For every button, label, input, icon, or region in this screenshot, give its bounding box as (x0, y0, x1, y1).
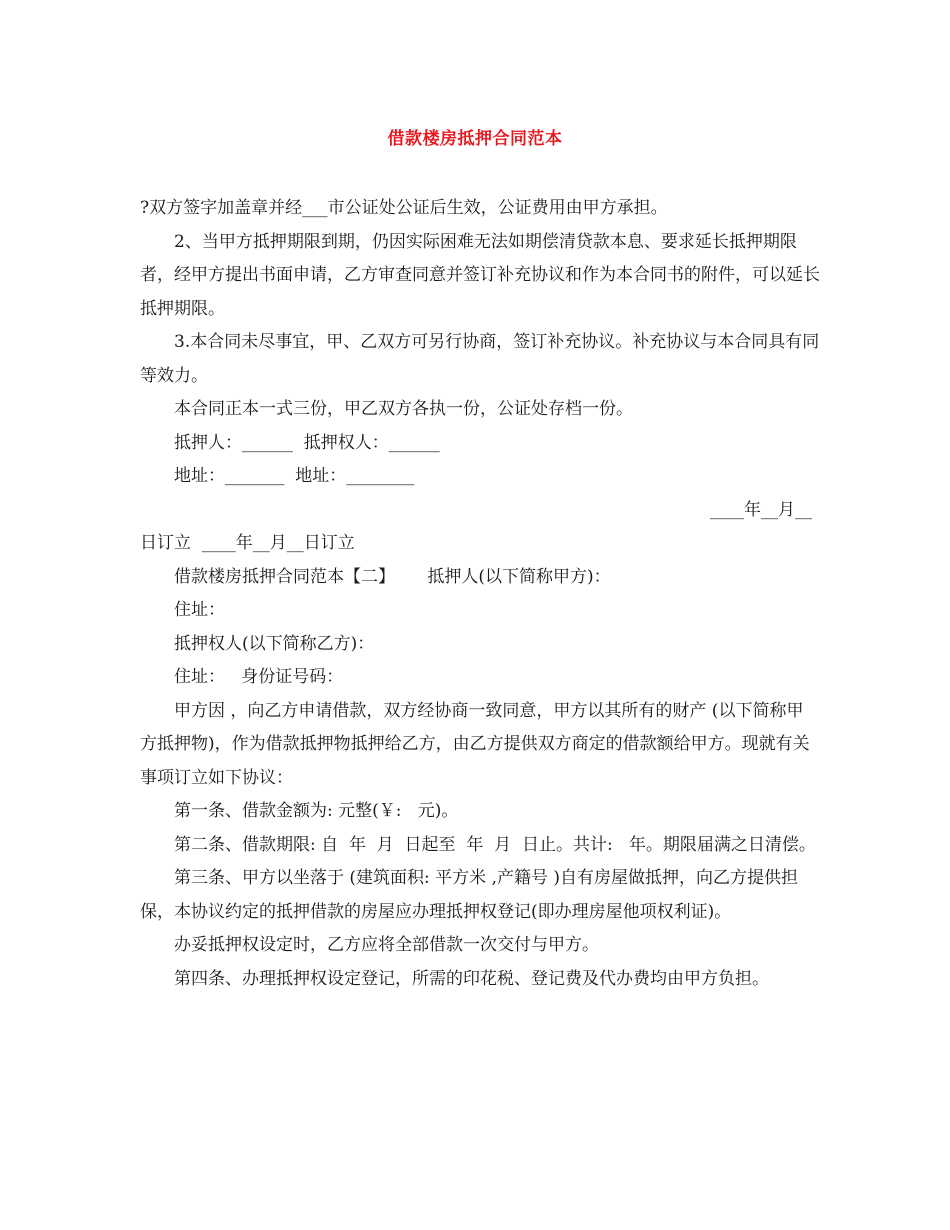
article-two: 第二条、借款期限: 自 年 月 日起至 年 月 日止。共计: 年。期限届满之日清偿。 (174, 834, 816, 855)
document-body (140, 192, 820, 996)
article-four: 第四条、办理抵押权设定登记，所需的印花税、登记费及代办费均由甲方负担。 (174, 968, 769, 989)
paragraph-preamble: 甲方因 ，向乙方申请借款，双方经协商一致同意，甲方以其所有的财产 (以下简称甲方抵押物)，作为借款抵押物抵押给乙方，由乙方提供双方商定的借款额给甲方。现就有关事项订立如下协议： (140, 700, 810, 788)
mortgagor-address: 住址： (174, 600, 225, 620)
document-title: 借款楼房抵押合同范本 (387, 129, 563, 149)
mortgagee-address-id: 住址： 身份证号码： (174, 667, 344, 687)
paragraph-supplement: 3.本合同未尽事宜，甲、乙双方可另行协商，签订补充协议。补充协议与本合同具有同等效力。 (140, 332, 820, 386)
article-one: 第一条、借款金额为: 元整(￥: 元)。 (174, 801, 459, 821)
mortgagee-label: 抵押权人(以下简称乙方)： (174, 633, 375, 654)
paragraph-disbursement: 办妥抵押权设定时，乙方应将全部借款一次交付与甲方。 (174, 935, 599, 955)
signature-date-line: 日订立 ____年__月__日订立 (140, 533, 355, 553)
signature-parties: 抵押人：______ 抵押权人：______ (174, 432, 440, 453)
paragraph-copies: 本合同正本一式三份，甲乙双方各执一份，公证处存档一份。 (174, 399, 633, 419)
signature-addresses: 地址：_______ 地址：________ (174, 466, 415, 486)
paragraph-extension: 2、当甲方抵押期限到期，仍因实际困难无法如期偿清贷款本息、要求延长抵押期限者，经甲方提出书面申请，乙方审查同意并签订补充协议和作为本合同书的附件，可以延长抵押期限。 (140, 231, 820, 319)
paragraph-notarization: ?双方签字加盖章并经___市公证处公证后生效，公证费用由甲方承担。 (140, 198, 668, 218)
section-two-heading: 借款楼房抵押合同范本【二】 抵押人(以下简称甲方)： (174, 566, 611, 587)
signature-date-right: ____年__月__ (710, 499, 812, 520)
article-three: 第三条、甲方以坐落于 (建筑面积: 平方米 ,产籍号 )自有房屋做抵押，向乙方提供担保，本协议约定的抵押借款的房屋应办理抵押权登记(即办理房屋他项权利证)。 (140, 868, 799, 922)
